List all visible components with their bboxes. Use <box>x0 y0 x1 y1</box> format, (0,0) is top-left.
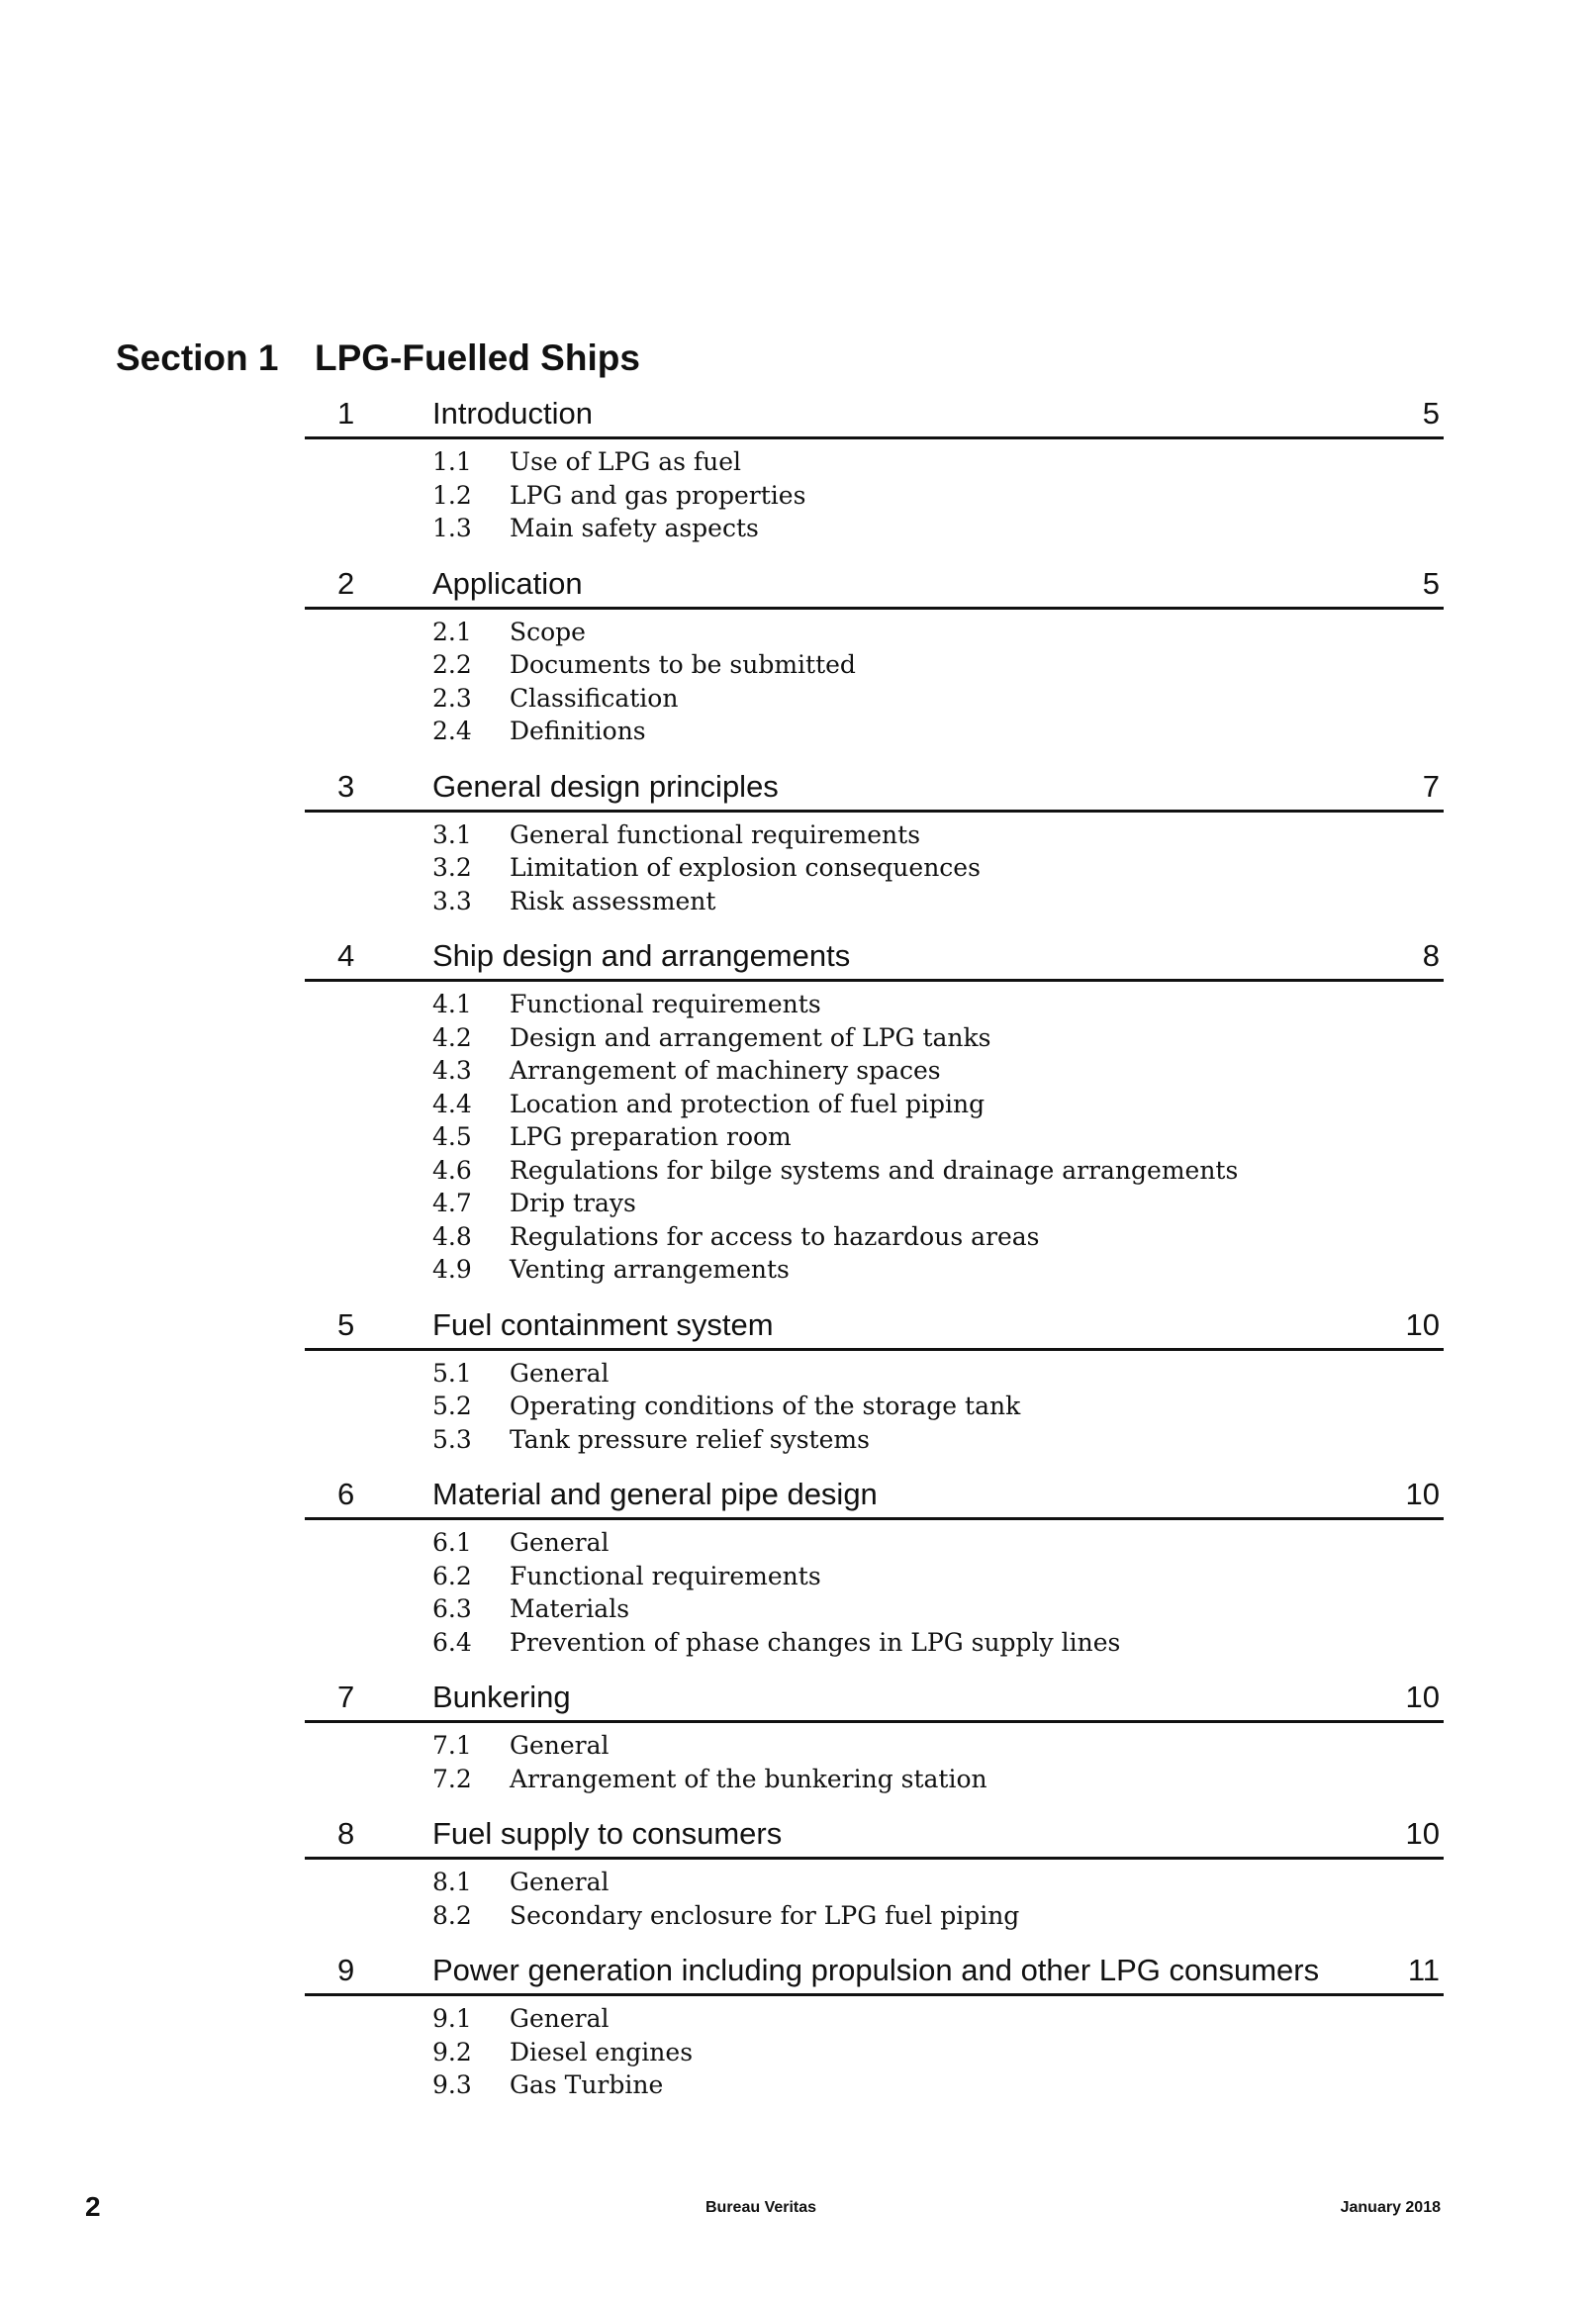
chapter-title: Material and general pipe design <box>432 1477 878 1511</box>
subsection-number: 9.2 <box>432 2037 472 2066</box>
toc-chapter <box>305 931 1444 1300</box>
subsection-title: Classification <box>510 683 679 713</box>
toc-subsection[interactable] <box>305 1592 1444 1626</box>
chapter-number: 2 <box>337 565 355 601</box>
toc-subsection-list <box>305 1860 1444 1946</box>
toc-subsection[interactable] <box>305 479 1444 513</box>
subsection-number: 5.2 <box>432 1392 472 1420</box>
toc-subsection-list <box>305 813 1444 932</box>
subsection-number: 2.4 <box>432 717 472 745</box>
toc-subsection[interactable] <box>305 1866 1444 1899</box>
subsection-number: 7.2 <box>432 1764 472 1793</box>
subsection-title: General <box>510 1868 610 1896</box>
chapter-number: 9 <box>337 1953 355 1987</box>
toc-subsection[interactable] <box>305 2068 1444 2102</box>
toc-subsection[interactable] <box>305 715 1444 748</box>
subsection-number: 5.1 <box>432 1358 472 1388</box>
toc-chapter-heading[interactable] <box>305 559 1444 610</box>
subsection-title: Location and protection of fuel piping <box>510 1089 986 1118</box>
subsection-title: Tank pressure relief systems <box>510 1424 870 1454</box>
section-title: LPG-Fuelled Ships <box>315 337 640 378</box>
toc-subsection[interactable] <box>305 885 1444 918</box>
toc-chapter-heading[interactable] <box>305 389 1444 439</box>
chapter-number: 3 <box>337 768 355 804</box>
subsection-number: 6.3 <box>432 1594 472 1623</box>
chapter-title: General design principles <box>432 768 779 804</box>
toc-chapter <box>305 1809 1444 1946</box>
section-label: Section 1 <box>116 337 279 378</box>
toc-subsection-list <box>305 982 1444 1300</box>
chapter-title: Bunkering <box>432 1680 571 1714</box>
table-of-contents <box>305 389 1444 2116</box>
subsection-title: Materials <box>510 1594 630 1623</box>
toc-chapter-heading[interactable] <box>305 1300 1444 1351</box>
subsection-title: LPG preparation room <box>510 1122 792 1151</box>
subsection-title: Prevention of phase changes in LPG supply lines <box>510 1627 1121 1657</box>
chapter-title: Ship design and arrangements <box>432 938 851 973</box>
toc-subsection-list <box>305 1520 1444 1673</box>
subsection-title: Functional requirements <box>510 1561 821 1590</box>
subsection-title: Drip trays <box>510 1189 636 1217</box>
toc-chapter-heading[interactable] <box>305 1470 1444 1520</box>
toc-subsection[interactable] <box>305 1899 1444 1933</box>
toc-subsection[interactable] <box>305 1120 1444 1154</box>
subsection-number: 9.1 <box>432 2004 472 2033</box>
subsection-title: LPG and gas properties <box>510 480 806 510</box>
chapter-number: 1 <box>337 396 355 431</box>
subsection-number: 4.3 <box>432 1056 472 1085</box>
subsection-number: 2.1 <box>432 617 472 646</box>
subsection-number: 1.3 <box>432 514 472 542</box>
subsection-title: Use of LPG as fuel <box>510 447 742 476</box>
toc-subsection[interactable] <box>305 682 1444 716</box>
subsection-number: 4.2 <box>432 1022 472 1052</box>
toc-subsection[interactable] <box>305 1390 1444 1423</box>
subsection-title: General functional requirements <box>510 819 921 849</box>
toc-subsection[interactable] <box>305 512 1444 545</box>
toc-subsection-list <box>305 439 1444 559</box>
toc-subsection[interactable] <box>305 851 1444 885</box>
subsection-number: 3.3 <box>432 886 472 915</box>
toc-subsection[interactable] <box>305 445 1444 479</box>
subsection-number: 2.3 <box>432 683 472 713</box>
subsection-number: 2.2 <box>432 650 472 679</box>
subsection-number: 6.2 <box>432 1561 472 1590</box>
subsection-title: Definitions <box>510 717 646 745</box>
subsection-title: Gas Turbine <box>510 2070 664 2099</box>
chapter-page-number: 10 <box>1405 1680 1440 1714</box>
chapter-page-number: 5 <box>1422 396 1440 431</box>
subsection-title: Arrangement of the bunkering station <box>510 1764 987 1793</box>
toc-subsection[interactable] <box>305 1253 1444 1287</box>
toc-subsection-list <box>305 1351 1444 1471</box>
chapter-title: Fuel containment system <box>432 1306 774 1342</box>
toc-chapter <box>305 1673 1444 1809</box>
toc-subsection[interactable] <box>305 1526 1444 1560</box>
toc-subsection-list <box>305 610 1444 762</box>
toc-subsection[interactable] <box>305 1021 1444 1055</box>
chapter-page-number: 10 <box>1405 1816 1440 1851</box>
toc-subsection-list <box>305 1996 1444 2116</box>
toc-subsection[interactable] <box>305 2002 1444 2036</box>
subsection-title: Secondary enclosure for LPG fuel piping <box>510 1900 1020 1930</box>
subsection-title: Regulations for access to hazardous areas <box>510 1221 1040 1251</box>
toc-chapter <box>305 1300 1444 1471</box>
chapter-page-number: 7 <box>1422 768 1440 804</box>
subsection-number: 8.1 <box>432 1868 472 1896</box>
chapter-title: Fuel supply to consumers <box>432 1816 783 1851</box>
toc-subsection[interactable] <box>305 1423 1444 1457</box>
toc-chapter <box>305 389 1444 559</box>
chapter-title: Introduction <box>432 396 593 431</box>
toc-subsection-list <box>305 1723 1444 1809</box>
subsection-number: 6.4 <box>432 1627 472 1657</box>
toc-subsection[interactable] <box>305 1054 1444 1088</box>
subsection-title: General <box>510 1528 610 1557</box>
subsection-number: 8.2 <box>432 1900 472 1930</box>
chapter-number: 8 <box>337 1816 355 1851</box>
toc-subsection[interactable] <box>305 2036 1444 2069</box>
chapter-number: 5 <box>337 1306 355 1342</box>
toc-chapter-heading[interactable] <box>305 1809 1444 1860</box>
chapter-title: Power generation including propulsion and other LPG consumers <box>432 1953 1320 1987</box>
toc-chapter <box>305 559 1444 762</box>
subsection-number: 4.9 <box>432 1255 472 1284</box>
toc-chapter-heading[interactable] <box>305 1673 1444 1723</box>
subsection-number: 4.7 <box>432 1189 472 1217</box>
subsection-number: 3.1 <box>432 819 472 849</box>
page-footer <box>0 2187 1596 2227</box>
toc-subsection[interactable] <box>305 1088 1444 1121</box>
subsection-title: General <box>510 1358 610 1388</box>
toc-subsection[interactable] <box>305 818 1444 852</box>
chapter-number: 7 <box>337 1680 355 1714</box>
toc-chapter <box>305 1946 1444 2116</box>
subsection-number: 7.1 <box>432 1731 472 1760</box>
subsection-number: 4.4 <box>432 1089 472 1118</box>
toc-chapter <box>305 762 1444 932</box>
toc-chapter <box>305 1470 1444 1673</box>
subsection-number: 3.2 <box>432 853 472 882</box>
subsection-title: Diesel engines <box>510 2037 694 2066</box>
toc-chapter-heading[interactable] <box>305 1946 1444 1996</box>
subsection-title: Regulations for bilge systems and drainage arrangements <box>510 1155 1239 1185</box>
subsection-title: Functional requirements <box>510 990 821 1018</box>
toc-subsection[interactable] <box>305 1154 1444 1188</box>
subsection-number: 5.3 <box>432 1424 472 1454</box>
chapter-number: 6 <box>337 1477 355 1511</box>
toc-subsection[interactable] <box>305 1220 1444 1254</box>
subsection-title: Risk assessment <box>510 886 716 915</box>
toc-subsection[interactable] <box>305 1729 1444 1763</box>
subsection-title: Main safety aspects <box>510 514 759 542</box>
subsection-title: Documents to be submitted <box>510 650 856 679</box>
subsection-number: 1.1 <box>432 447 472 476</box>
subsection-title: Design and arrangement of LPG tanks <box>510 1022 991 1052</box>
chapter-page-number: 11 <box>1407 1953 1440 1987</box>
chapter-page-number: 5 <box>1422 565 1440 601</box>
subsection-title: Arrangement of machinery spaces <box>510 1056 941 1085</box>
chapter-page-number: 10 <box>1405 1306 1440 1342</box>
toc-subsection[interactable] <box>305 648 1444 682</box>
subsection-title: Venting arrangements <box>510 1255 790 1284</box>
toc-subsection[interactable] <box>305 1560 1444 1593</box>
chapter-title: Application <box>432 565 583 601</box>
subsection-title: Operating conditions of the storage tank <box>510 1392 1021 1420</box>
toc-subsection[interactable] <box>305 988 1444 1021</box>
subsection-number: 9.3 <box>432 2070 472 2099</box>
toc-subsection[interactable] <box>305 1763 1444 1796</box>
section-heading <box>116 333 640 384</box>
subsection-number: 4.5 <box>432 1122 472 1151</box>
subsection-title: General <box>510 1731 610 1760</box>
subsection-number: 4.1 <box>432 990 472 1018</box>
chapter-page-number: 10 <box>1405 1477 1440 1511</box>
subsection-number: 1.2 <box>432 480 472 510</box>
toc-subsection[interactable] <box>305 1626 1444 1660</box>
subsection-title: General <box>510 2004 610 2033</box>
toc-subsection[interactable] <box>305 1187 1444 1220</box>
toc-subsection[interactable] <box>305 616 1444 649</box>
toc-subsection[interactable] <box>305 1357 1444 1391</box>
subsection-title: Limitation of explosion consequences <box>510 853 981 882</box>
toc-chapter-heading[interactable] <box>305 762 1444 813</box>
chapter-page-number: 8 <box>1422 938 1440 973</box>
chapter-number: 4 <box>337 938 355 973</box>
footer-page-number: 2 <box>85 2191 101 2222</box>
subsection-number: 6.1 <box>432 1528 472 1557</box>
footer-date: January 2018 <box>1340 2199 1441 2216</box>
subsection-number: 4.8 <box>432 1221 472 1251</box>
subsection-title: Scope <box>510 617 586 646</box>
footer-publisher: Bureau Veritas <box>705 2199 817 2216</box>
toc-chapter-heading[interactable] <box>305 931 1444 982</box>
subsection-number: 4.6 <box>432 1155 472 1185</box>
